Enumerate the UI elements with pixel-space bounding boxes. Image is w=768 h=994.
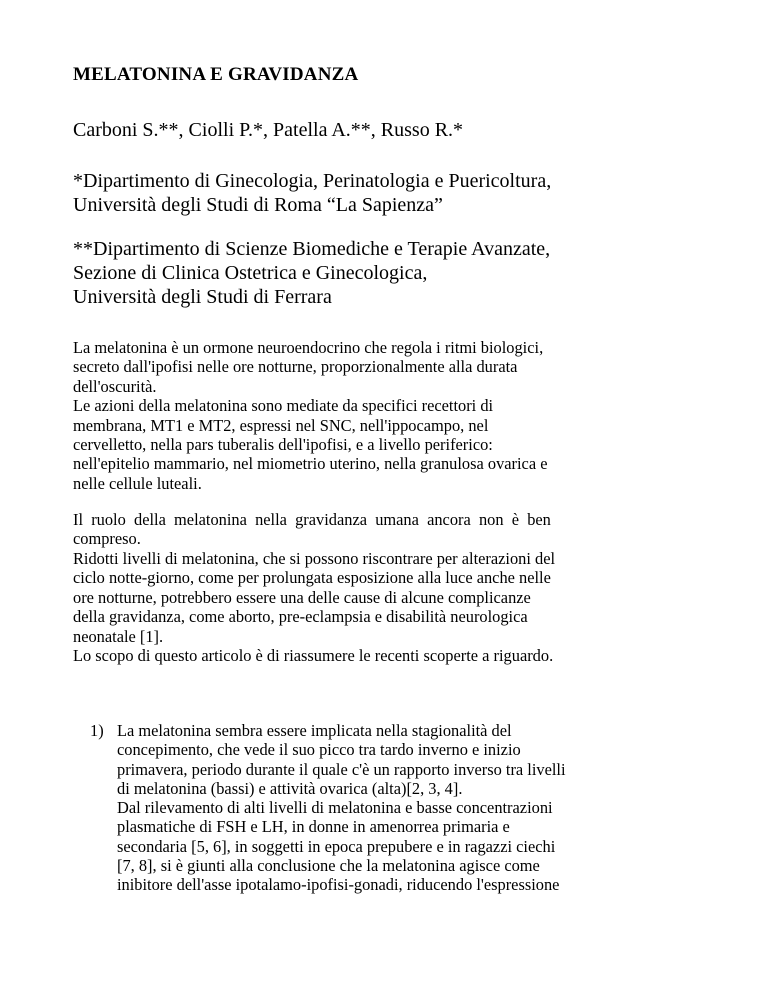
- text-line: La melatonina è un ormone neuroendocrino che regola i ritmi biologici,: [73, 338, 544, 357]
- text-line: della gravidanza, come aborto, pre-eclampsia e disabilità neurologica: [73, 607, 528, 627]
- text-line: nell'epitelio mammario, nel miometrio uterino, nella granulosa ovarica e: [73, 454, 548, 474]
- affiliation-1-line: *Dipartimento di Ginecologia, Perinatologia e Puericoltura,: [73, 170, 552, 192]
- list-item-number: 1): [90, 721, 104, 740]
- paragraph-intro: [73, 338, 713, 493]
- text-line: di melatonina (bassi) e attività ovarica (alta)[2, 3, 4].: [117, 778, 463, 798]
- text-line: ore notturne, potrebbero essere una delle cause di alcune complicanze: [73, 587, 531, 607]
- text-line: plasmatiche di FSH e LH, in donne in amenorrea primaria e: [117, 817, 510, 837]
- affiliation-2: [73, 237, 550, 309]
- author-list: Carboni S.**, Ciolli P.*, Patella A.**, Russo R.*: [73, 119, 464, 141]
- text-line: La melatonina sembra essere implicata nella stagionalità del: [117, 721, 512, 740]
- text-line: Dal rilevamento di alti livelli di melatonina e basse concentrazioni: [117, 798, 553, 818]
- text-line: secreto dall'ipofisi nelle ore notturne, proporzionalmente alla durata: [73, 357, 518, 377]
- text-line: compreso.: [73, 529, 141, 549]
- document-title: MELATONINA E GRAVIDANZA: [73, 64, 359, 85]
- text-line: cervelletto, nella pars tuberalis dell'ipofisi, e a livello periferico:: [73, 435, 493, 455]
- affiliation-2-line: **Dipartimento di Scienze Biomediche e Terapie Avanzate,: [73, 238, 551, 260]
- text-line: [7, 8], si è giunti alla conclusione che la melatonina agisce come: [117, 856, 540, 876]
- text-line: membrana, MT1 e MT2, espressi nel SNC, nell'ippocampo, nel: [73, 415, 489, 435]
- text-line: secondaria [5, 6], in soggetti in epoca prepubere e in ragazzi ciechi: [117, 836, 556, 856]
- text-line: ciclo notte-giorno, come per prolungata esposizione alla luce anche nelle: [73, 568, 551, 588]
- text-line: Il ruolo della melatonina nella gravidanza umana ancora non è ben: [73, 510, 551, 529]
- list-item-text: [117, 721, 566, 895]
- paragraph-complications: [73, 549, 713, 665]
- affiliation-2-line: Università degli Studi di Ferrara: [73, 286, 332, 308]
- text-line: nelle cellule luteali.: [73, 473, 202, 493]
- text-line: inibitore dell'asse ipotalamo-ipofisi-gonadi, riducendo l'espressione: [117, 875, 560, 895]
- affiliation-2-line: Sezione di Clinica Ostetrica e Ginecologica,: [73, 262, 428, 284]
- text-line: primavera, periodo durante il quale c'è un rapporto inverso tra livelli: [117, 759, 566, 779]
- text-line: concepimento, che vede il suo picco tra tardo inverno e inizio: [117, 740, 521, 760]
- text-line: Lo scopo di questo articolo è di riassumere le recenti scoperte a riguardo.: [73, 646, 554, 666]
- text-line: neonatale [1].: [73, 626, 164, 646]
- text-line: Ridotti livelli di melatonina, che si possono riscontrare per alterazioni del: [73, 549, 556, 568]
- text-line: dell'oscurità.: [73, 376, 157, 396]
- text-line: Le azioni della melatonina sono mediate da specifici recettori di: [73, 396, 494, 416]
- affiliation-1-line: Università degli Studi di Roma “La Sapienza”: [73, 194, 443, 216]
- affiliation-1: [73, 169, 551, 217]
- paragraph-role: [73, 510, 713, 549]
